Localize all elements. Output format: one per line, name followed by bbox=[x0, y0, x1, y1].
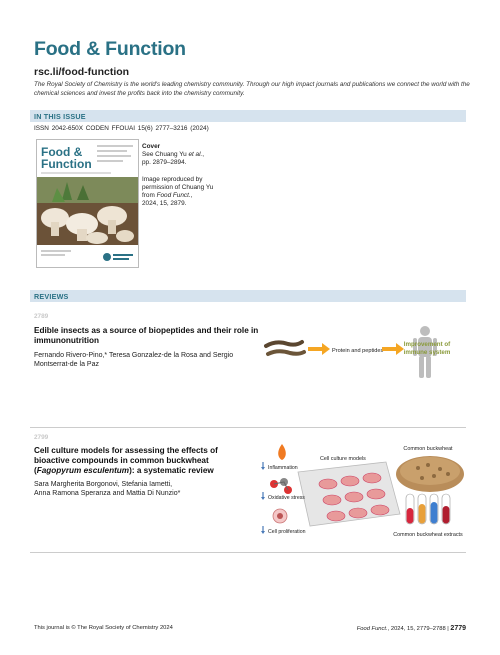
cell-icon bbox=[273, 509, 287, 523]
article-authors: Fernando Rivero-Pino,* Teresa Gonzalez-de la Rosa and Sergio Montserrat-de la Paz bbox=[34, 352, 234, 369]
label-oxidative-stress: Oxidative stress bbox=[268, 495, 305, 501]
footer-copyright: This journal is © The Royal Society of Chemistry 2024 bbox=[34, 625, 173, 631]
cover-pages: pp. 2879–2894. bbox=[142, 159, 187, 167]
journal-title: Food & Function bbox=[34, 38, 186, 60]
cover-image bbox=[36, 139, 139, 268]
section-label: IN THIS ISSUE bbox=[34, 112, 86, 121]
label-inflammation: Inflammation bbox=[268, 465, 298, 471]
cover-mini-title-line1: Food & bbox=[41, 145, 83, 159]
graphic-label-protein: Protein and peptides bbox=[332, 348, 384, 354]
molecule-icon bbox=[270, 478, 292, 494]
buckwheat-pile-icon bbox=[396, 456, 464, 492]
article-title[interactable]: Cell culture models for assessing the effects of bioactive compounds in common buckwheat (Fagopyrum esculentum): a systematic review bbox=[34, 446, 218, 476]
cover-credit-1: Image reproduced by bbox=[142, 175, 203, 183]
graphic-label-outcome-1: Improvement of bbox=[403, 341, 451, 348]
article-graphic-insects bbox=[262, 322, 462, 382]
footer-page-number: 2779 bbox=[450, 625, 466, 632]
section-label: REVIEWS bbox=[34, 292, 69, 301]
label-buckwheat-extracts: Common buckwheat extracts bbox=[393, 532, 463, 538]
article-title[interactable]: Edible insects as a source of biopeptides and their role in immunonutrition bbox=[34, 326, 259, 346]
issn-line: ISSN 2042-650X CODEN FFOUAI 15(6) 2777–3216 (2024) bbox=[34, 125, 209, 132]
graphic-label-outcome-2: immune system bbox=[403, 349, 451, 356]
divider bbox=[30, 552, 466, 553]
larvae-icon bbox=[266, 342, 304, 354]
label-common-buckwheat: Common buckwheat bbox=[403, 446, 453, 452]
cover-credit-3: from Food Funct., bbox=[142, 192, 193, 200]
section-bar-reviews bbox=[30, 290, 466, 302]
cover-description bbox=[142, 143, 213, 208]
article-page-number: 2789 bbox=[34, 313, 49, 320]
cover-label: Cover bbox=[142, 143, 161, 150]
article-authors: Sara Margherita Borgonovi, Stefania Iametti, Anna Ramona Speranza and Mattia Di Nunzio* bbox=[34, 481, 181, 498]
cover-credit-2: permission of Chuang Yu bbox=[142, 183, 214, 191]
flame-icon bbox=[278, 444, 286, 460]
label-cell-culture-models: Cell culture models bbox=[320, 456, 366, 462]
cover-credit-4: 2024, 15, 2879. bbox=[142, 200, 187, 208]
cover-reference: See Chuang Yu et al., bbox=[142, 151, 205, 159]
test-tubes-icon bbox=[406, 494, 450, 524]
journal-url[interactable]: rsc.li/food-function bbox=[34, 66, 130, 78]
cover-mini-title-line2: Function bbox=[41, 157, 92, 171]
footer-citation: Food Funct., 2024, 15, 2779–2788 | 2779 bbox=[356, 625, 466, 632]
divider bbox=[30, 427, 466, 428]
section-bar-in-this-issue bbox=[30, 110, 466, 122]
rsc-blurb: The Royal Society of Chemistry is the world's leading chemistry community. Through our high impact journals and publications we connect the world with the chemical sciences and invest the profits back into the chemistry community. bbox=[34, 81, 470, 97]
article-page-number: 2799 bbox=[34, 434, 49, 441]
article-graphic-buckwheat bbox=[258, 438, 468, 544]
label-cell-proliferation: Cell proliferation bbox=[268, 529, 306, 535]
arrow-icon bbox=[322, 343, 330, 355]
